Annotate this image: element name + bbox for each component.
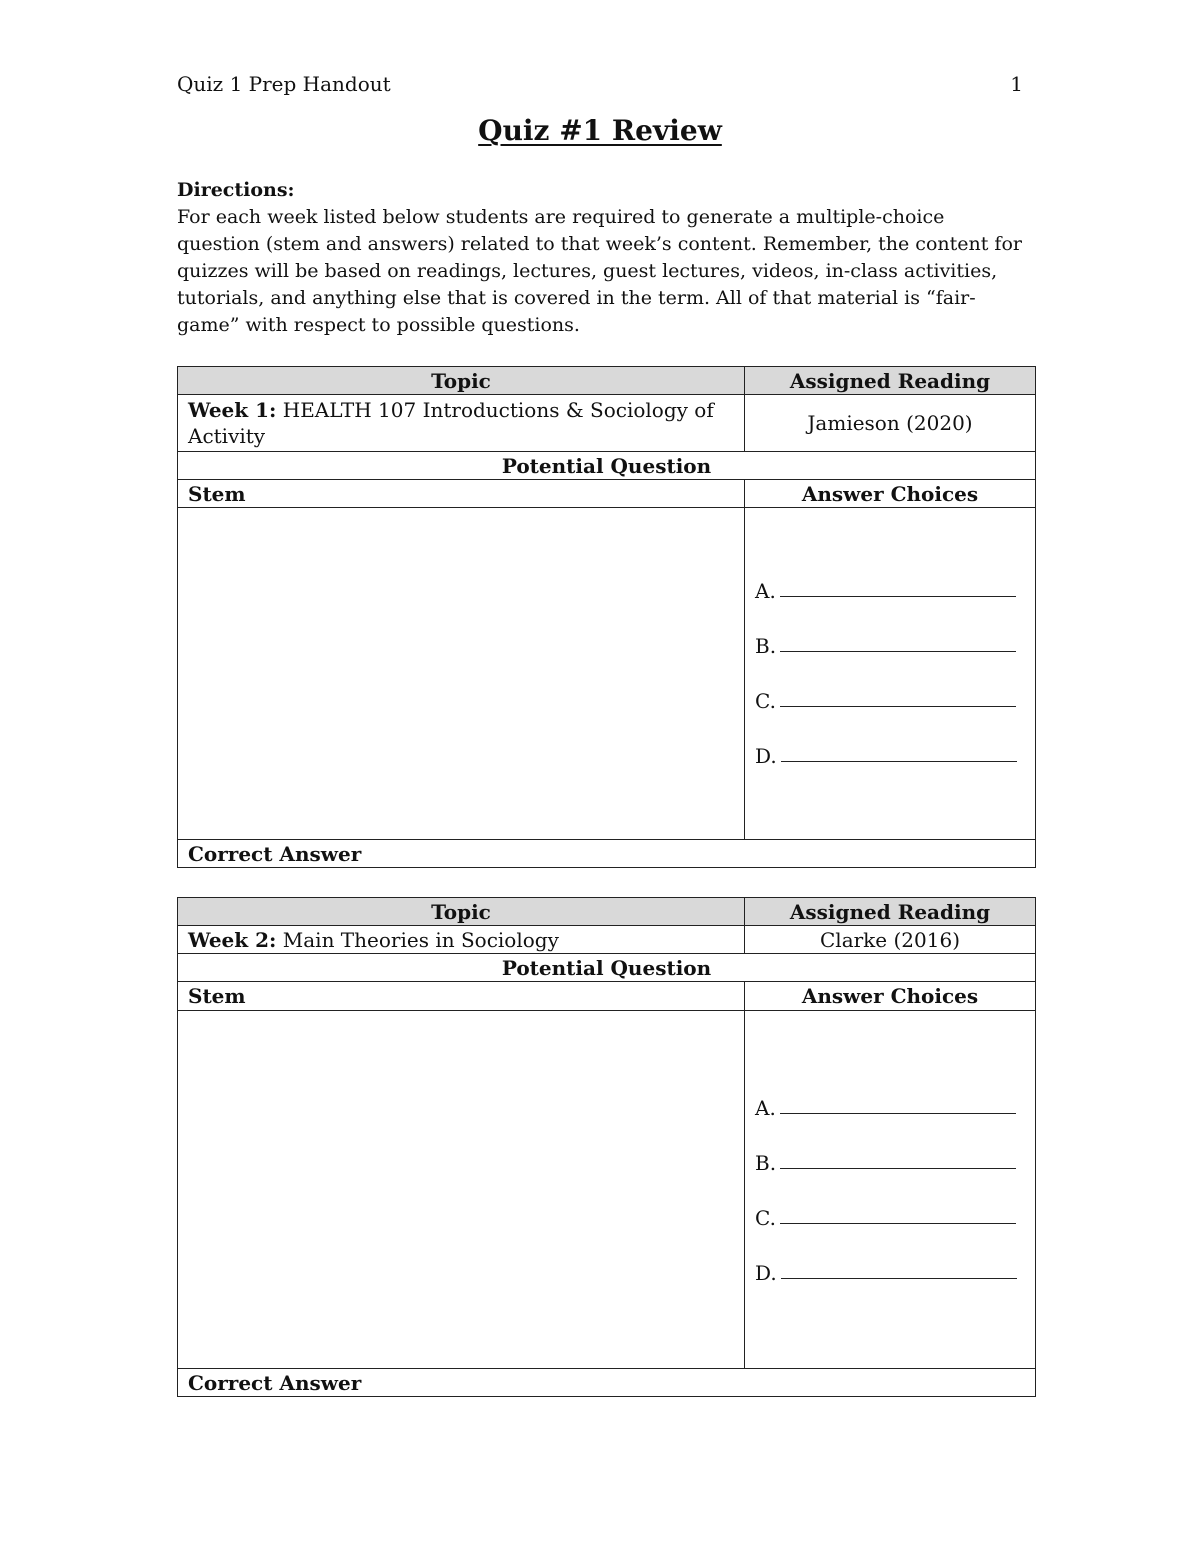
choice-a[interactable] xyxy=(755,578,1025,633)
choice-b[interactable] xyxy=(755,1150,1025,1205)
choice-b[interactable] xyxy=(755,633,1025,688)
choice-c-blank[interactable] xyxy=(780,1205,1016,1224)
directions-label: Directions: xyxy=(177,179,295,201)
choice-d-blank[interactable] xyxy=(781,743,1017,762)
choice-a-blank[interactable] xyxy=(780,578,1016,597)
choice-d-label: D. xyxy=(755,1261,777,1285)
choice-c[interactable] xyxy=(755,1205,1025,1260)
running-title: Quiz 1 Prep Handout xyxy=(177,72,391,96)
week-reading: Jamieson (2020) xyxy=(745,395,1036,452)
potential-question-label: Potential Question xyxy=(178,452,1036,480)
topic-header: Topic xyxy=(178,367,745,395)
potential-question-label: Potential Question xyxy=(178,954,1036,982)
correct-answer-row xyxy=(178,840,1036,868)
choice-d-label: D. xyxy=(755,744,777,768)
topic-header: Topic xyxy=(178,898,745,926)
potential-question-row xyxy=(178,452,1036,480)
directions xyxy=(177,177,1027,339)
choice-d[interactable] xyxy=(755,743,1025,798)
answer-choices-label: Answer Choices xyxy=(745,480,1036,508)
stem-header-row xyxy=(178,480,1036,508)
stem-label: Stem xyxy=(178,982,745,1011)
page-number: 1 xyxy=(1010,72,1023,96)
week-topic-cell xyxy=(178,926,745,954)
week-topic: Main Theories in Sociology xyxy=(276,927,559,952)
answer-choices-cell xyxy=(745,1011,1036,1369)
week-label: Week 2: xyxy=(188,927,277,952)
week-label: Week 1: xyxy=(188,398,277,422)
assigned-reading-header: Assigned Reading xyxy=(745,367,1036,395)
table-header-row xyxy=(178,367,1036,395)
table-header-row xyxy=(178,898,1036,926)
question-body-row xyxy=(178,508,1036,840)
choice-a[interactable] xyxy=(755,1095,1025,1150)
choice-d[interactable] xyxy=(755,1260,1025,1315)
stem-header-row xyxy=(178,982,1036,1011)
page-title: Quiz #1 Review xyxy=(478,114,722,147)
choice-c[interactable] xyxy=(755,688,1025,743)
week-topic-cell xyxy=(178,395,745,452)
stem-field[interactable] xyxy=(178,508,745,840)
choice-b-blank[interactable] xyxy=(780,1150,1016,1169)
stem-label: Stem xyxy=(178,480,745,508)
correct-answer-row xyxy=(178,1369,1036,1397)
topic-row xyxy=(178,926,1036,954)
question-body-row xyxy=(178,1011,1036,1369)
choice-b-blank[interactable] xyxy=(780,633,1016,652)
week-reading: Clarke (2016) xyxy=(745,926,1036,954)
week-2-table xyxy=(177,897,1036,1397)
choice-a-label: A. xyxy=(755,1096,776,1120)
topic-row xyxy=(178,395,1036,452)
choice-b-label: B. xyxy=(755,634,777,658)
choice-c-label: C. xyxy=(755,689,776,713)
assigned-reading-header: Assigned Reading xyxy=(745,898,1036,926)
choice-a-label: A. xyxy=(755,579,776,603)
week-1-table xyxy=(177,366,1036,868)
answer-choices-cell xyxy=(745,508,1036,840)
running-header xyxy=(177,72,1023,96)
choice-d-blank[interactable] xyxy=(781,1260,1017,1279)
choice-c-label: C. xyxy=(755,1206,776,1230)
stem-field[interactable] xyxy=(178,1011,745,1369)
choice-b-label: B. xyxy=(755,1151,777,1175)
answer-choices-label: Answer Choices xyxy=(745,982,1036,1011)
choice-a-blank[interactable] xyxy=(780,1095,1016,1114)
week-topic: HEALTH 107 Introductions & Sociology of Activity xyxy=(188,398,714,448)
directions-text: For each week listed below students are required to generate a multiple-choice question (stem and answers) related to that week’s content. Remember, the content for quizzes will be based on readings, lectures, guest lectures, videos, in-class activities, tutorials, and anything else that is covered in the term. All of that material is “fair-game” with respect to possible questions. xyxy=(177,206,1022,336)
potential-question-row xyxy=(178,954,1036,982)
correct-answer-label[interactable]: Correct Answer xyxy=(178,1369,1036,1397)
correct-answer-label[interactable]: Correct Answer xyxy=(178,840,1036,868)
choice-c-blank[interactable] xyxy=(780,688,1016,707)
